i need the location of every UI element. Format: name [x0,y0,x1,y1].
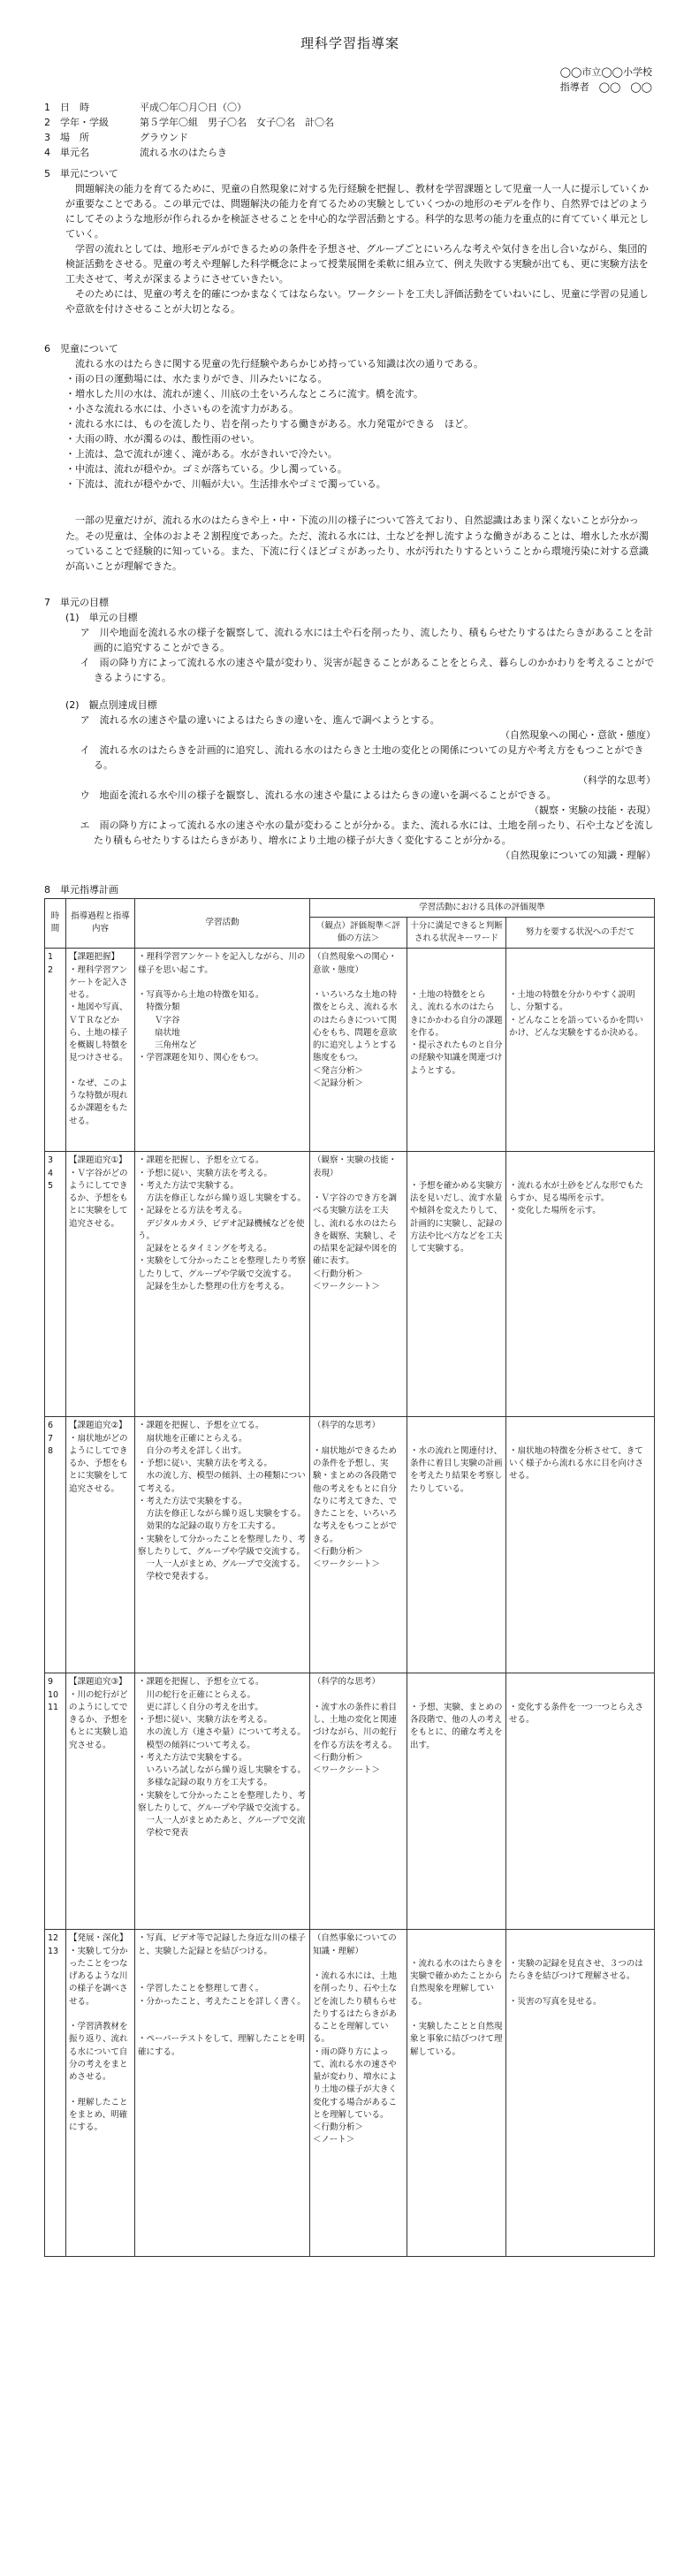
cell-act: ・写真、ビデオ等で記録した身近な川の様子と、実験した記録とを結びつける。 ・学習したことを整理して書く。 ・分かったこと、考えたことを詳しく書く。 ・ペーパーテストをして、理解したことを明確にする。 [135,1930,310,2257]
list-item: ・下流は、流れが穏やかで、川幅が大い。生活排水やゴミで濁っている。 [65,478,386,491]
cell-flow: 【課題把握】 ・理科学習アンケートを記入させる。 ・地図や写真、ＶＴＲなどから、土地の様子を概観し特徴を見つけさせる。 ・なぜ、このような特徴が現れるか課題をもたせる。 [66,949,135,1152]
list-item: ・大雨の時、水が濁るのは、酸性雨のせい。 [65,433,260,446]
cell-flow: 【課題追究②】 ・扇状地がどのようにしてできるか、予想をもとに実験をして追究させる。 [66,1417,135,1673]
cell-flow: 【発展・深化】 ・実験して分かったことをつなげあるような川の様子を調べさせる。 ・学習済教材を振り返り、流れる水について自分の考えをまとめさせる。 ・理解したことをまとめ、明確にする。 [66,1930,135,2257]
goal-item: ウ 地面を流れる水や川の様子を観察し、流れる水の速さや量によるはたらきの違いを調べることができる。 [80,789,557,802]
cell-time: 1 2 [45,949,66,1152]
col-header: 十分に満足できると判断される状況キーワード [407,917,506,949]
list-item: ・雨の日の運動場には、水たまりができ、川みたいになる。 [65,373,328,385]
goal-item: イ 雨の降り方によって流れる水の速さや量が変わり、災害が起きることがあることをとらえ、暮らしのかかわりを考えることができるようにする。 [80,656,655,683]
sub-heading: (1) 単元の目標 [65,611,138,623]
cell-help: ・流れる水が土砂をどんな形でもたらすか、見る場所を示す。 ・変化した場所を示す。 [506,1152,655,1417]
col-header: （観点）評価規準＜評価の方法＞ [310,917,407,949]
table-row [45,1930,655,2257]
paragraph: 一部の児童だけが、流れる水のはたらきや上・中・下流の川の様子について答えており、自然認識はあまり深くないことが分かった。その児童は、全体のおよそ２割程度であった。ただ、流れる水には、土などを押し流すような働きがあることは、増水した水が濁っていることで経験的に知っている。また、下流に行くほどゴミがあったり、水が汚れたりするということから環境汚染に対する意識が高いことが理解できた。 [65,514,649,572]
cell-good: ・流れる水のはたらきを実験で確かめたことから自然現象を理解している。 ・実験したことと自然現象と事象に結びつけて理解している。 [407,1930,506,2257]
cell-help: ・実験の記録を見直させ、３つのはたらきを結びつけて理解させる。 ・災害の写真を見せる。 [506,1930,655,2257]
list-item: ・増水した川の水は、流れが速く、川底の土をいろんなところに流す。橋を流す。 [65,388,424,400]
page-title: 理科学習指導案 [300,35,399,51]
info-row: 4 単元名 流れる水のはたらき [44,147,227,159]
section-plan [44,882,656,2257]
cell-act: ・課題を把握し、予想を立てる。 扇状地を正確にとらえる。 自分の考えを詳しく出す。 ・予想に従い、実験方法を考える。 水の流し方、模型の傾斜、土の種類について考える。 ・考えた方法で実験をする。 方法を修正しながら繰り返し実験をする。 効果的な記録の取り方を工夫する。 ・実験をして分かったことを整理したり、考察したりして、グループや学級で交流する。 一人一人がまとめ、グループで交流する。 学校で発表する。 [135,1417,310,1673]
col-header: 学習活動 [135,898,310,949]
cell-help: ・変化する条件を一つ一つとらえさせる。 [506,1673,655,1930]
section-heading: 7 単元の目標 [44,596,109,608]
cell-act: ・理科学習アンケートを記入しながら、川の様子を思い起こす。 ・写真等から土地の特徴を知る。 特徴分類 Ｖ字谷 扇状地 三角州など ・学習課題を知り、関心をもつ。 [135,949,310,1152]
cell-help: ・扇状地の特徴を分析させて、きていく様子から流れる水に目を向けさせる。 [506,1417,655,1673]
sub-heading: (2) 観点別達成目標 [65,698,157,711]
section-heading: 8 単元指導計画 [44,884,118,896]
goal-item: ア 流れる水の速さや量の違いによるはたらきの違いを、進んで調べようとする。 [80,713,440,726]
paragraph: 問題解決の能力を育てるために、児童の自然現象に対する先行経験を把握し、教材を学習課題として児童一人一人に提示していくかが重要なことである。この単元では、問題解決の能力を育てるための実験としていくつかの地形のモデルを作り、自然界ではどのようにしてそのような地形が作られるかを検証させることを中心的な学習活動とする。科学的な思考の能力を重点的に育てていく単元としていく。 [65,182,649,240]
section-heading: 6 児童について [44,343,118,354]
cell-act: ・課題を把握し、予想を立てる。 川の蛇行を正確にとらえる。 更に詳しく自分の考えを出す。 ・予想に従い、実験方法を考える。 水の流し方（速さや量）について考える。 模型の傾斜について考える。 ・考えた方法で実験をする。 いろいろ試しながら繰り返し実験をする。 多様な記録の取り方を工夫する。 ・実験をして分かったことを整理したり、考察したりして、グループや学級で交流する。 一人一人がまとめたあと、グループで交流 学校で発表 [135,1673,310,1930]
col-header: 指導過程と指導内容 [66,898,135,949]
table-row [45,1417,655,1673]
school-name: ◯◯市立◯◯小学校 [559,66,652,79]
goal-item: イ 流れる水のはたらきを計画的に追究し、流れる水のはたらきと土地の変化との関係についての見方や考え方をもつことができる。 [80,744,644,772]
cell-good: ・予想、実験、まとめの各段階で、他の人の考えをもとに、的確な考えを出す。 [407,1673,506,1930]
list-item: ・上流は、急で流れが速く、滝がある。水がきれいで冷たい。 [65,448,338,461]
cell-view: （自然事象についての知識・理解） ・流れる水には、土地を削ったり、石や土などを流したり積もらせたりするはたらきがあることを理解している。 ・雨の降り方によって、流れる水の速さや量が変わり、増水により土地の様子が大きく変化する場合があることを理解している。 ＜行動分析＞ ＜ノート＞ [310,1930,407,2257]
col-header: 努力を要する状況への手だて [506,917,655,949]
paragraph: 学習の流れとしては、地形モデルができるための条件を予想させ、グループごとにいろんな考えや気付きを出し合いながら、集団的検証活動をさせる。児童の考えや理解した科学概念によって授業展開を柔軟に組み立て、例え失敗する実験が出ても、更に実験方法を工夫させて、考えが深まるようにさせていきたい。 [65,242,649,285]
goal-tag: （観察・実験の技能・表現） [529,804,656,817]
col-header: 学習活動における具体の評価規準 [310,898,655,917]
goal-tag: （科学的な思考） [578,774,656,787]
section-goals [44,595,656,864]
cell-act: ・課題を把握し、予想を立てる。 ・予想に従い、実験方法を考える。 ・考えた方法で実験する。 方法を修正しながら繰り返し実験をする。 ・記録をとる方法を考える。 デジタルカメラ、ビデオ記録機械などを使う。 記録をとるタイミングを考える。 ・実験をして分かったことを整理したり考察したりして、グループや学級で交流する。 記録を生かした整理の仕方を考える。 [135,1152,310,1417]
paragraph: そのためには、児童の考えを的確につかまなくてはならない。ワークシートを工夫し評価活動をていねいにし、児童に学習の見通しや意欲を付けさせることが大切となる。 [65,287,649,315]
cell-time: 3 4 5 [45,1152,66,1417]
goal-tag: （自然現象についての知識・理解） [500,850,656,862]
section-students [44,341,656,574]
cell-time: 12 13 [45,1930,66,2257]
cell-flow: 【課題追究①】 ・Ｖ字谷がどのようにしてできるか、予想をもとに実験をして追究させる。 [66,1152,135,1417]
cell-good: ・予想を確かめる実験方法を見いだし、流す水量や傾斜を変えたりして、計画的に実験し、記録の方法や比べ方などを工夫して実験する。 [407,1152,506,1417]
paragraph: 流れる水のはたらきに関する児童の先行経験やあらかじめ持っている知識は次の通りである。 [75,358,483,370]
cell-view: （自然現象への関心・意欲・態度） ・いろいろな土地の特徴をとらえ、流れる水のはたらきについて関心をもち、問題を意欲的に追究しようとする態度をもつ。 ＜発言分析＞ ＜記録分析＞ [310,949,407,1152]
list-item: ・中流は、流れが穏やか。ゴミが落ちている。少し濁っている。 [65,463,347,476]
cell-view: （科学的な思考） ・扇状地ができるための条件を予想し、実験・まとめの各段階で他の考えをもとに自分なりに考えてきた、できたことを、いろいろな考えをもつことができる。 ＜行動分析＞ ＜ワークシート＞ [310,1417,407,1673]
info-row: 2 学年・学級 第５学年〇組 男子〇名 女子〇名 計〇名 [44,117,334,129]
cell-view: （観察・実験の技能・表現） ・Ｖ字谷のでき方を調べる実験方法を工夫し、流れる水のはたらきを観察、実験し、その結果を記録や図を的確に表す。 ＜行動分析＞ ＜ワークシート＞ [310,1152,407,1417]
teacher-name: 指導者 ◯◯ ◯◯ [559,81,652,94]
cell-help: ・土地の特徴を分かりやすく説明し、分類する。 ・どんなことを語っているかを問いかけ、どんな実験をするか決める。 [506,949,655,1152]
goal-item: ア 川や地面を流れる水の様子を観察して、流れる水には土や石を削ったり、流したり、積もらせたりするはたらきがあることを計画的に追究することができる。 [80,626,654,653]
section-heading: 5 単元について [44,167,118,179]
goal-item: エ 雨の降り方によって流れる水の速さや水の量が変わることが分かる。また、流れる水には、土地を削ったり、石や土などを流したり積もらせたりするはたらきがあり、増水により土地の様子が大きく変化することが分かる。 [80,819,654,847]
list-item: ・小さな流れる水には、小さいものを流す力がある。 [65,403,299,415]
cell-time: 9 10 11 [45,1673,66,1930]
basic-info [44,100,656,160]
table-row [45,1673,655,1930]
cell-flow: 【課題追究③】 ・川の蛇行がどのようにしてできるか、予想をもとに実験し追究させる。 [66,1673,135,1930]
cell-good: ・土地の特徴をとらえ、流れる水のはたらきにかかわる自分の課題を作る。 ・提示されたものと自分の経験や知識を関連づけようとする。 [407,949,506,1152]
plan-table [44,898,655,2258]
info-row: 3 場 所 グラウンド [44,132,188,144]
table-row [45,1152,655,1417]
list-item: ・流れる水には、ものを流したり、岩を削ったりする働きがある。水力発電ができる ほど。 [65,418,474,431]
cell-time: 6 7 8 [45,1417,66,1673]
table-row [45,949,655,1152]
col-header: 時間 [45,898,66,949]
section-unit [44,166,656,316]
cell-good: ・水の流れと関連付け、条件に着目し実験の計画を考えたり結果を考察したりしている。 [407,1417,506,1673]
cell-view: （科学的な思考） ・流す水の条件に着目し、土地の変化と関連づけながら、川の蛇行を作る方法を考える。 ＜行動分析＞ ＜ワークシート＞ [310,1673,407,1930]
goal-tag: （自然現象への関心・意欲・態度） [500,729,656,742]
info-row: 1 日 時 平成〇年〇月〇日（〇） [44,102,247,114]
